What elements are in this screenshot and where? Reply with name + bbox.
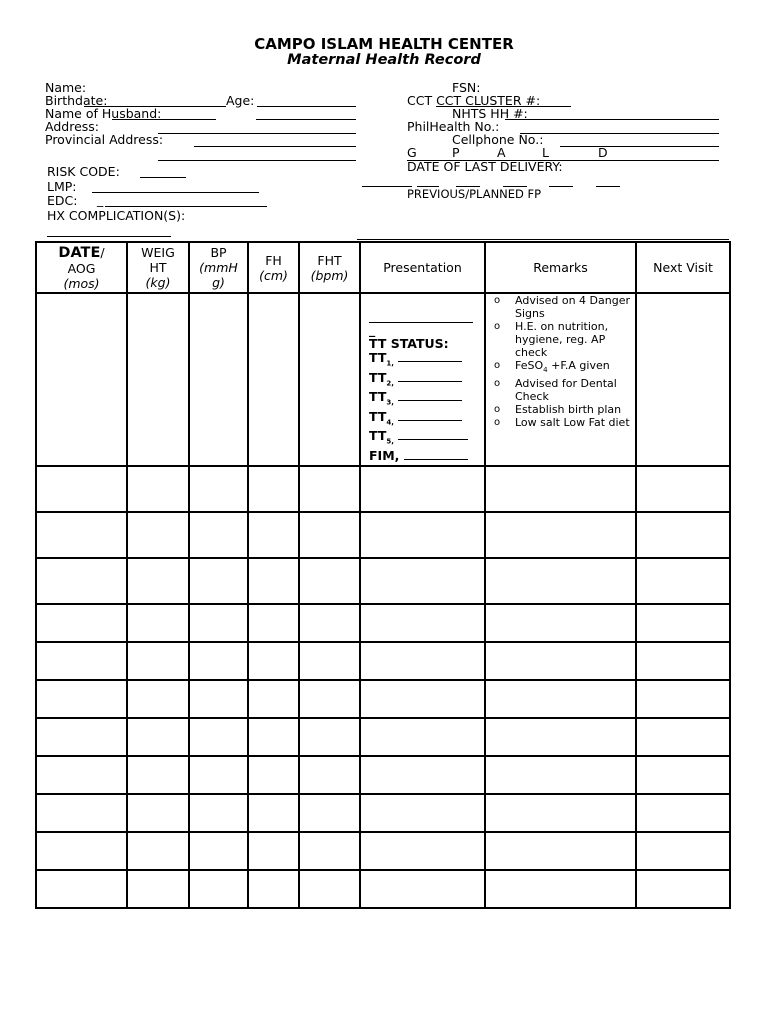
cell-bp[interactable] bbox=[189, 718, 248, 756]
cell-remarks[interactable] bbox=[485, 642, 636, 680]
cell-next-visit[interactable] bbox=[636, 293, 730, 466]
fsn-label: FSN: bbox=[452, 80, 481, 95]
remark-item bbox=[490, 377, 635, 403]
header-presentation: Presentation bbox=[360, 242, 485, 293]
cell-bp[interactable] bbox=[189, 558, 248, 604]
provincial-address-line[interactable] bbox=[194, 146, 356, 147]
cell-fh[interactable] bbox=[248, 604, 299, 642]
cell-fht[interactable] bbox=[299, 293, 360, 466]
tt-status-block bbox=[361, 294, 484, 463]
cell-weight[interactable] bbox=[127, 870, 189, 908]
lmp-line[interactable] bbox=[92, 192, 259, 193]
risk-code-line[interactable] bbox=[140, 177, 186, 178]
cell-remarks[interactable] bbox=[485, 466, 636, 512]
header-mmhg-line1: (mmH bbox=[199, 260, 238, 275]
lmp-label: LMP: bbox=[47, 179, 77, 194]
cell-fh[interactable] bbox=[248, 466, 299, 512]
cell-bp[interactable] bbox=[189, 466, 248, 512]
cell-date[interactable] bbox=[36, 466, 127, 512]
cct-cluster-text: CCT CLUSTER #: bbox=[436, 93, 541, 108]
bullet-icon: o bbox=[494, 417, 501, 429]
header-date-text: DATE bbox=[58, 244, 101, 261]
cell-fht[interactable] bbox=[299, 558, 360, 604]
husband-label: Name of Husband: bbox=[45, 106, 162, 121]
cell-presentation[interactable] bbox=[360, 604, 485, 642]
remark-text: Advised on 4 Danger Signs bbox=[515, 294, 631, 320]
remark-item bbox=[490, 359, 635, 377]
cell-fh[interactable] bbox=[248, 718, 299, 756]
cell-weight[interactable] bbox=[127, 718, 189, 756]
header-weight bbox=[127, 242, 189, 293]
cell-bp[interactable] bbox=[189, 604, 248, 642]
cell-bp[interactable] bbox=[189, 512, 248, 558]
remark-text: Advised for Dental Check bbox=[515, 377, 617, 404]
cell-fh[interactable] bbox=[248, 756, 299, 794]
cell-presentation[interactable] bbox=[360, 832, 485, 870]
age-label: Age: bbox=[226, 93, 255, 108]
cell-presentation[interactable] bbox=[360, 794, 485, 832]
fim-label: FIM, bbox=[369, 447, 400, 463]
cell-presentation[interactable] bbox=[360, 756, 485, 794]
date-last-delivery-label: DATE OF LAST DELIVERY: bbox=[407, 159, 563, 174]
tt2-blank[interactable] bbox=[398, 371, 462, 382]
cell-fh[interactable] bbox=[248, 794, 299, 832]
tt3-sub: 3, bbox=[386, 398, 394, 407]
risk-code-label: RISK CODE: bbox=[47, 164, 120, 179]
tt3-blank[interactable] bbox=[398, 390, 462, 401]
cell-remarks[interactable] bbox=[485, 680, 636, 718]
cell-date[interactable] bbox=[36, 604, 127, 642]
cell-weight[interactable] bbox=[127, 832, 189, 870]
table-row bbox=[36, 832, 730, 870]
header-fht-text: FHT bbox=[317, 252, 342, 268]
cell-fht[interactable] bbox=[299, 512, 360, 558]
tt3-label: TT bbox=[369, 389, 387, 404]
husband-line[interactable] bbox=[112, 119, 216, 120]
cell-date[interactable] bbox=[36, 642, 127, 680]
bullet-icon: o bbox=[494, 378, 501, 390]
cell-remarks[interactable] bbox=[485, 293, 636, 466]
gpald-p: P bbox=[452, 145, 460, 160]
cell-bp[interactable] bbox=[189, 794, 248, 832]
cell-weight[interactable] bbox=[127, 604, 189, 642]
cell-weight[interactable] bbox=[127, 680, 189, 718]
edc-line[interactable] bbox=[105, 206, 267, 207]
nhts-hh-line[interactable] bbox=[505, 119, 719, 120]
edc-label: EDC: bbox=[47, 193, 78, 208]
header-date-slash: / bbox=[100, 244, 105, 260]
delivery-line-5[interactable] bbox=[549, 186, 573, 187]
form-subtitle: Maternal Health Record bbox=[287, 52, 481, 68]
provincial-address-line-2[interactable] bbox=[158, 160, 356, 161]
remark-item bbox=[490, 416, 635, 429]
tt1-label: TT bbox=[369, 350, 387, 365]
cell-date[interactable] bbox=[36, 718, 127, 756]
cell-weight[interactable] bbox=[127, 466, 189, 512]
cct-cluster-label: CCT CCT CLUSTER #: bbox=[407, 93, 541, 108]
cell-bp[interactable] bbox=[189, 870, 248, 908]
table-row bbox=[36, 558, 730, 604]
cell-date[interactable] bbox=[36, 293, 127, 466]
cell-remarks[interactable] bbox=[485, 756, 636, 794]
fim-row bbox=[369, 449, 484, 463]
cell-date[interactable] bbox=[36, 512, 127, 558]
cell-remarks[interactable] bbox=[485, 718, 636, 756]
cell-next-visit[interactable] bbox=[636, 832, 730, 870]
header-mmhg-line2: g) bbox=[212, 275, 225, 290]
address-line[interactable] bbox=[158, 133, 356, 134]
cell-weight[interactable] bbox=[127, 794, 189, 832]
fim-blank[interactable] bbox=[404, 449, 468, 460]
presentation-underscore: _ bbox=[369, 322, 376, 337]
table-row bbox=[36, 756, 730, 794]
cell-next-visit[interactable] bbox=[636, 558, 730, 604]
name-label: Name: bbox=[45, 80, 87, 95]
cell-next-visit[interactable] bbox=[636, 512, 730, 558]
tt4-label: TT bbox=[369, 408, 387, 424]
cell-date[interactable] bbox=[36, 832, 127, 870]
cell-weight[interactable] bbox=[127, 642, 189, 680]
table-row bbox=[36, 604, 730, 642]
tt1-blank[interactable] bbox=[398, 351, 462, 362]
tt3-row bbox=[369, 390, 484, 410]
tt4-row bbox=[369, 410, 484, 430]
gpald-a: A bbox=[497, 145, 506, 160]
cell-date[interactable] bbox=[36, 680, 127, 718]
cell-weight[interactable] bbox=[127, 756, 189, 794]
cell-remarks[interactable] bbox=[485, 558, 636, 604]
bullet-icon: o bbox=[494, 360, 501, 371]
bullet-icon: o bbox=[494, 295, 501, 306]
tt-status-label: TT STATUS: bbox=[369, 336, 449, 351]
cell-fh[interactable] bbox=[248, 293, 299, 466]
tt5-sub: 5, bbox=[386, 437, 394, 446]
form-title: CAMPO ISLAM HEALTH CENTER bbox=[254, 35, 514, 53]
cell-date[interactable] bbox=[36, 756, 127, 794]
cell-date[interactable] bbox=[36, 558, 127, 604]
cell-fht[interactable] bbox=[299, 756, 360, 794]
header-next-visit: Next Visit bbox=[636, 242, 730, 293]
cell-next-visit[interactable] bbox=[636, 604, 730, 642]
tt4-sub: 4, bbox=[386, 418, 394, 426]
remark-text-rest: +F.A given bbox=[547, 359, 610, 372]
husband-line-2[interactable] bbox=[256, 119, 356, 120]
tt1-row bbox=[369, 351, 484, 371]
cell-fh[interactable] bbox=[248, 870, 299, 908]
cell-date[interactable] bbox=[36, 794, 127, 832]
cell-fht[interactable] bbox=[299, 718, 360, 756]
cell-fh[interactable] bbox=[248, 642, 299, 680]
table-row bbox=[36, 680, 730, 718]
table-row bbox=[36, 794, 730, 832]
cell-fh[interactable] bbox=[248, 832, 299, 870]
cell-fht[interactable] bbox=[299, 832, 360, 870]
philhealth-line[interactable] bbox=[520, 133, 719, 134]
remark-text: Low salt Low Fat diet bbox=[515, 416, 630, 430]
remark-sub: 4 bbox=[543, 366, 548, 375]
table-row bbox=[36, 718, 730, 756]
age-line[interactable] bbox=[257, 106, 356, 107]
birthdate-label: Birthdate: bbox=[45, 93, 108, 108]
header-bp bbox=[189, 242, 248, 293]
header-aog-text: AOG bbox=[67, 260, 96, 276]
tt5-blank[interactable] bbox=[398, 429, 468, 440]
table-row bbox=[36, 293, 730, 466]
cell-presentation[interactable] bbox=[360, 512, 485, 558]
cell-weight[interactable] bbox=[127, 293, 189, 466]
cell-fh[interactable] bbox=[248, 680, 299, 718]
header-bpm-text: (bpm) bbox=[310, 267, 349, 283]
gpald-l: L bbox=[542, 145, 549, 160]
tt2-label: TT bbox=[369, 369, 387, 385]
bullet-icon: o bbox=[494, 321, 501, 332]
header-cm-text: (cm) bbox=[259, 267, 288, 283]
cell-presentation[interactable] bbox=[360, 642, 485, 680]
remark-item bbox=[490, 403, 635, 416]
cell-next-visit[interactable] bbox=[636, 642, 730, 680]
tt1-sub: 1, bbox=[386, 359, 394, 368]
remarks-list bbox=[486, 294, 635, 429]
cell-next-visit[interactable] bbox=[636, 794, 730, 832]
cell-presentation[interactable] bbox=[360, 466, 485, 512]
tt2-row bbox=[369, 371, 484, 391]
header-kg-text: (kg) bbox=[145, 275, 171, 290]
cell-fht[interactable] bbox=[299, 604, 360, 642]
edc-mark: _ bbox=[97, 192, 104, 207]
header-date-aog bbox=[36, 242, 127, 293]
delivery-line-6[interactable] bbox=[596, 186, 620, 187]
cellphone-line[interactable] bbox=[560, 146, 719, 147]
cell-weight[interactable] bbox=[127, 558, 189, 604]
cell-fht[interactable] bbox=[299, 466, 360, 512]
gpald-g: G bbox=[407, 145, 417, 160]
cell-next-visit[interactable] bbox=[636, 718, 730, 756]
remark-item bbox=[490, 320, 635, 359]
tt5-row bbox=[369, 429, 484, 449]
cell-next-visit[interactable] bbox=[636, 680, 730, 718]
header-fh bbox=[248, 242, 299, 293]
cell-remarks[interactable] bbox=[485, 604, 636, 642]
remark-text: H.E. on nutrition, hygiene, reg. AP check bbox=[515, 320, 609, 359]
cell-next-visit[interactable] bbox=[636, 756, 730, 794]
cellphone-label: Cellphone No.: bbox=[452, 132, 544, 147]
address-label: Address: bbox=[45, 119, 99, 134]
cell-bp[interactable] bbox=[189, 756, 248, 794]
hx-complication-line[interactable] bbox=[47, 236, 171, 237]
tt5-label: TT bbox=[369, 428, 387, 443]
table-header-row bbox=[36, 242, 730, 293]
cell-bp[interactable] bbox=[189, 832, 248, 870]
cell-date[interactable] bbox=[36, 870, 127, 908]
remark-item bbox=[490, 294, 635, 320]
philhealth-label: PhilHealth No.: bbox=[407, 119, 500, 134]
cell-next-visit[interactable] bbox=[636, 466, 730, 512]
cell-remarks[interactable] bbox=[485, 832, 636, 870]
cell-next-visit[interactable] bbox=[636, 870, 730, 908]
cell-remarks[interactable] bbox=[485, 512, 636, 558]
gpald-d: D bbox=[598, 145, 608, 160]
header-fh-text: FH bbox=[265, 252, 282, 268]
hx-complication-label: HX COMPLICATION(S): bbox=[47, 208, 186, 223]
bullet-icon: o bbox=[494, 404, 501, 416]
cct-cluster-line[interactable] bbox=[531, 106, 571, 107]
cell-bp[interactable] bbox=[189, 293, 248, 466]
provincial-address-label: Provincial Address: bbox=[45, 132, 164, 147]
header-weight-line2: HT bbox=[149, 260, 167, 275]
cell-fh[interactable] bbox=[248, 558, 299, 604]
table-row bbox=[36, 870, 730, 908]
cell-weight[interactable] bbox=[127, 512, 189, 558]
previous-planned-fp-label: PREVIOUS/PLANNED FP bbox=[407, 187, 542, 201]
cell-fht[interactable] bbox=[299, 680, 360, 718]
cell-presentation[interactable] bbox=[360, 718, 485, 756]
visits-table bbox=[35, 241, 731, 909]
remark-text: FeSO bbox=[515, 359, 544, 372]
tt2-sub: 2, bbox=[386, 379, 394, 387]
cell-presentation[interactable] bbox=[360, 558, 485, 604]
cell-bp[interactable] bbox=[189, 642, 248, 680]
fp-line[interactable] bbox=[357, 239, 729, 240]
nhts-hh-text: NHTS HH #: bbox=[452, 106, 528, 121]
table-row bbox=[36, 512, 730, 558]
table-row bbox=[36, 466, 730, 512]
cell-fht[interactable] bbox=[299, 794, 360, 832]
header-mos-text: (mos) bbox=[63, 275, 100, 291]
table-row bbox=[36, 642, 730, 680]
header-bp-text: BP bbox=[210, 245, 227, 260]
header-weight-line1: WEIG bbox=[141, 245, 175, 260]
cell-fh[interactable] bbox=[248, 512, 299, 558]
cell-presentation[interactable] bbox=[360, 870, 485, 908]
delivery-line-1[interactable] bbox=[362, 186, 412, 187]
cell-fht[interactable] bbox=[299, 870, 360, 908]
presentation-line[interactable] bbox=[369, 314, 473, 323]
cell-bp[interactable] bbox=[189, 680, 248, 718]
header-fht bbox=[299, 242, 360, 293]
cell-remarks[interactable] bbox=[485, 794, 636, 832]
cell-presentation[interactable] bbox=[360, 680, 485, 718]
tt4-blank[interactable] bbox=[398, 410, 462, 421]
cell-fht[interactable] bbox=[299, 642, 360, 680]
remark-text: Establish birth plan bbox=[515, 403, 622, 417]
cell-presentation[interactable] bbox=[360, 293, 485, 466]
header-remarks: Remarks bbox=[485, 242, 636, 293]
cell-remarks[interactable] bbox=[485, 870, 636, 908]
